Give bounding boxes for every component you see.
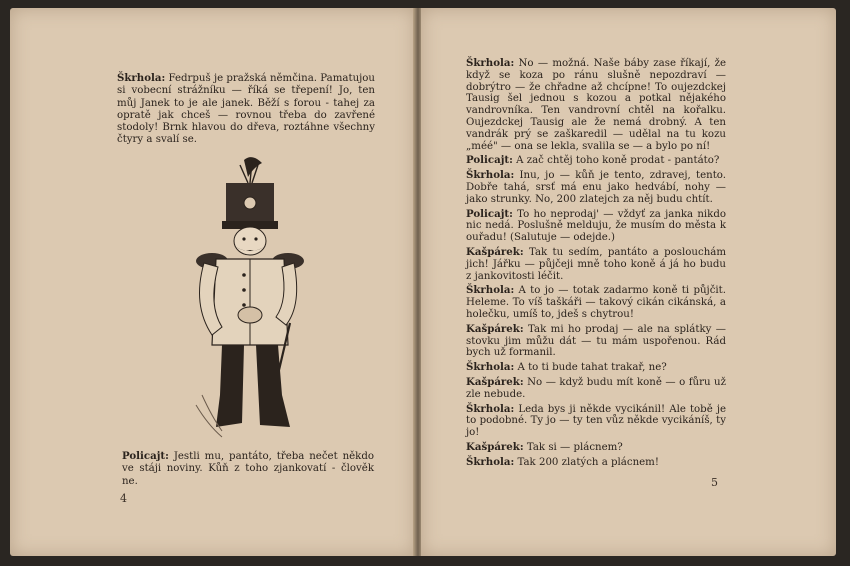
speaker-label: Škrhola: <box>466 455 515 468</box>
speaker-label: Policajt: <box>466 154 513 167</box>
speaker-label: Škrhola: <box>466 361 515 374</box>
speaker-label: Škrhola: <box>466 402 515 415</box>
line-text: A to jo — totak zadarmo koně ti půjčit. Heleme. To víš taškáři — takový cikán cikánská, a holečku, umíš to, jdeš s chytrou! <box>466 285 726 320</box>
line-text: No — když budu mít koně — o fůru už zle nebude. <box>466 376 726 400</box>
line-text: Tak 200 zlatých a plácnem! <box>517 456 659 468</box>
line-text: To ho neprodaj' — vždyť za janka nikdo nic nedá. Poslušně melduju, že musím do města k ouřadu! (Salutuje — odejde.) <box>466 208 726 244</box>
dialogue-line <box>466 404 726 439</box>
dialogue-line <box>466 442 726 454</box>
speaker-label: Škrhola: <box>466 284 515 297</box>
speaker-label: Škrhola: <box>466 57 515 69</box>
dialogue-line <box>466 324 726 359</box>
dialogue-line <box>466 362 726 374</box>
line-text: A to ti bude tahat trakař, ne? <box>517 362 667 374</box>
speaker-label: Policajt: <box>466 207 513 220</box>
dialogue-line <box>466 285 726 320</box>
dialogue-line <box>466 247 726 282</box>
page-number-left: 4 <box>120 492 127 505</box>
speaker-label: Policajt: <box>122 450 169 462</box>
line-text: No — možná. Naše báby zase říkají, že když se koza po ránu slušně nepozdraví — dobrýtro — že chřadne až chcípne! To oujezdckej Tausig šel jednou s kozou a potkal nějakého vandrovníka. Ten vandrovní chtěl na kořalku. Oujezdckej Tausig ale že nemá drobný. A ten vandrák prý se zaškaredil — udělal na tu kozu „méé" — ona se lekla, svalila se — a bylo po ní! <box>466 58 726 152</box>
dialogue-line <box>466 58 726 152</box>
dialogue-line <box>466 377 726 401</box>
line-text: Leda bys ji někde vycikánil! Ale tobě je to podobné. Ty jo — ty ten vůz někde vycikáníš, ty jo! <box>466 403 727 439</box>
speaker-label: Kašpárek: <box>466 322 524 335</box>
speaker-label: Kašpárek: <box>466 375 524 388</box>
left-top-paragraph <box>117 72 375 147</box>
line-text: Tak tu sedím, pantáto a poslouchám jich! Jářku — půjčeji mně toho koně á já ho budu z jankovitosti léčit. <box>466 246 726 282</box>
paragraph-text: Jestli mu, pantáto, třeba nečet někdo ve stáji noviny. Kůň z toho zjankovatí - člověk ne. <box>122 451 374 487</box>
dialogue-line <box>466 209 726 244</box>
speaker-label: Kašpárek: <box>466 440 524 453</box>
dialogue-line <box>466 170 726 205</box>
speaker-label: Škrhola: <box>466 169 515 182</box>
left-bottom-paragraph <box>122 450 374 488</box>
paragraph-text: Fedrpuš je pražská němčina. Pamatujou si vobecní strážníku — říká se třepení! Jo, ten můj Janek to je ale janek. Běží s forou - tahej za opratě jak chceš — rovnou třeba do zavřené stodoly! Brnk hlavou do dřeva, roztáhne všechny čtyry a svalí se. <box>117 73 375 146</box>
dialogue-list <box>466 58 726 472</box>
line-text: A zač chtěj toho koně prodat - pantáto? <box>516 155 720 167</box>
dialogue-line <box>466 457 726 469</box>
speaker-label: Škrhola: <box>117 72 166 84</box>
soldier-illustration <box>182 155 312 440</box>
dialogue-line <box>466 155 726 167</box>
line-text: Inu, jo — kůň je tento, zdravej, tento. Dobře tahá, srsť má enu jako hedvábí, nohy — jako strunky. No, 200 zlatejch za něj budu chtít. <box>466 170 726 205</box>
speaker-label: Kašpárek: <box>466 245 524 258</box>
page-number-right: 5 <box>711 476 718 489</box>
line-text: Tak si — plácnem? <box>526 441 623 453</box>
line-text: Tak mi ho prodaj — ale na splátky — stovku jim můžu dát — tu mám uspořenou. Rád bych už formanil. <box>466 323 726 359</box>
